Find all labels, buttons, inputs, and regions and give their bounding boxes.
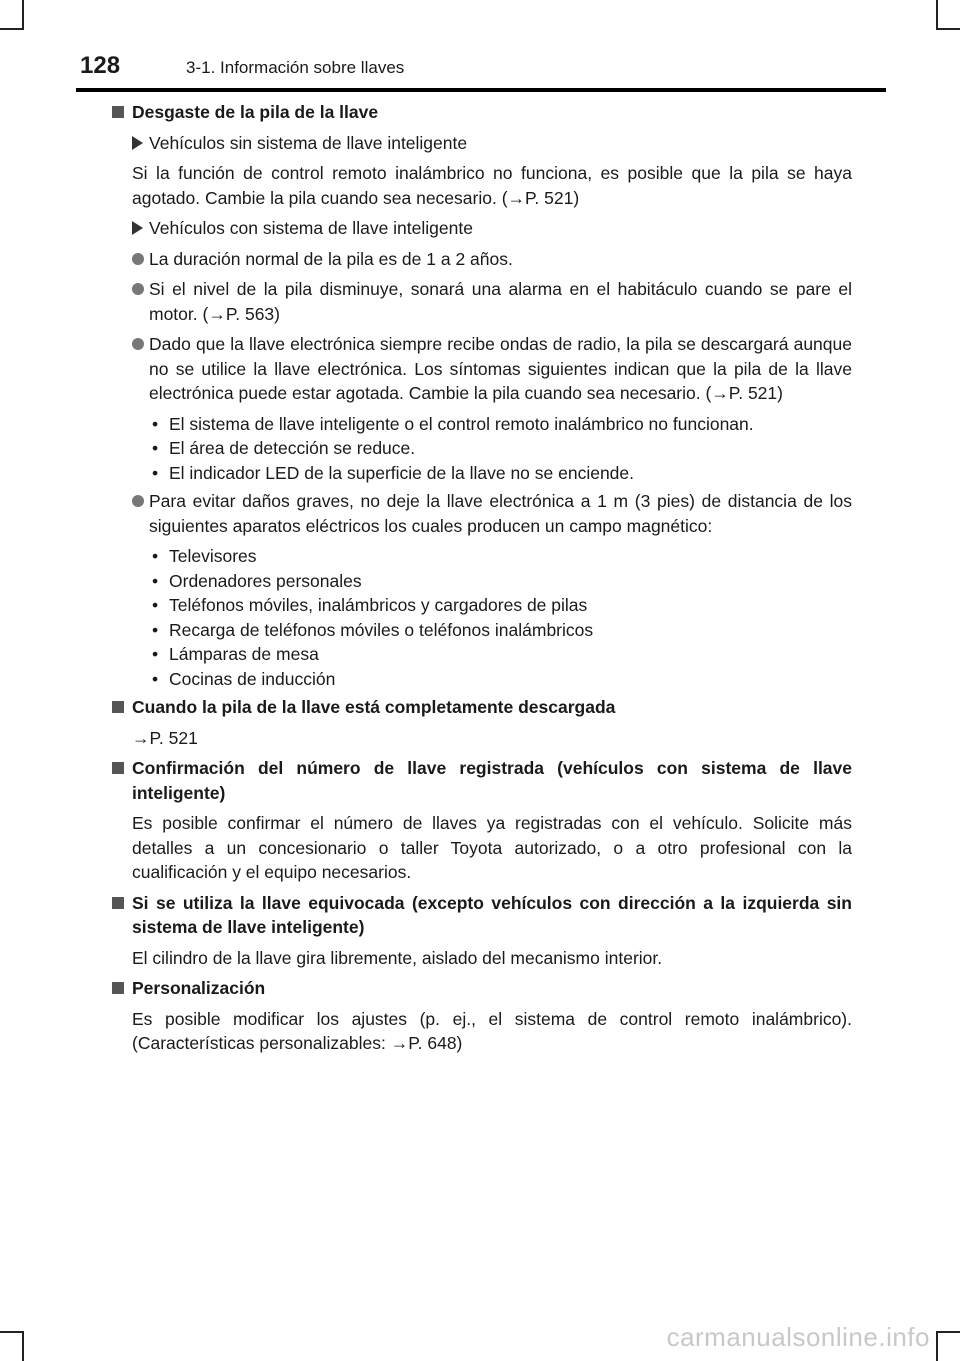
- list-item: Si el nivel de la pila disminuye, sonará una alarma en el habitáculo cuando se pare el motor. (→P. 563): [112, 277, 852, 326]
- list-item: • Recarga de teléfonos móviles o teléfonos inalámbricos: [149, 618, 852, 643]
- list-item: • El indicador LED de la superficie de la llave no se enciende.: [149, 461, 852, 486]
- heading-key-count: Confirmación del número de llave registrada (vehículos con sistema de llave inteligente): [112, 756, 852, 805]
- page-number: 128: [80, 52, 121, 79]
- list-item: • Lámparas de mesa: [149, 642, 852, 667]
- square-bullet-icon: [112, 106, 124, 118]
- circle-bullet-icon: [132, 283, 144, 295]
- page-content: [112, 100, 852, 1062]
- header-rule: [76, 88, 886, 92]
- list-item: • Televisores: [149, 544, 852, 569]
- paragraph: Es posible modificar los ajustes (p. ej., el sistema de control remoto inalámbrico). (Características personalizables: →P. 648): [132, 1008, 852, 1053]
- crop-mark-bl-v: [22, 1331, 24, 1361]
- appliance-list: [112, 544, 852, 691]
- heading-customization: Personalización: [112, 976, 852, 1001]
- crop-mark-tr-v: [936, 0, 938, 30]
- crop-mark-tl-h: [0, 28, 22, 30]
- square-bullet-icon: [112, 982, 124, 994]
- list-item: • Ordenadores personales: [149, 569, 852, 594]
- list-item: • Teléfonos móviles, inalámbricos y cargadores de pilas: [149, 593, 852, 618]
- crop-mark-br-h: [938, 1331, 960, 1333]
- crop-mark-tl-v: [22, 0, 24, 30]
- list-item: • Cocinas de inducción: [149, 667, 852, 692]
- crop-mark-tr-h: [938, 28, 960, 30]
- circle-bullet-icon: [132, 253, 144, 265]
- list-item: Dado que la llave electrónica siempre recibe ondas de radio, la pila se descargará aunque no se utilice la llave electrónica. Los síntomas siguientes indican que la pila de la llave electrónica puede estar agotada. Cambie la pila cuando sea necesario. (→P. 521): [112, 332, 852, 406]
- heading-battery-discharged: Cuando la pila de la llave está completamente descargada: [112, 695, 852, 720]
- subheading-no-smart-key: Vehículos sin sistema de llave inteligente: [112, 131, 852, 156]
- circle-bullet-icon: [132, 338, 144, 350]
- heading-wrong-key: Si se utiliza la llave equivocada (excepto vehículos con dirección a la izquierda sin sistema de llave inteligente): [112, 891, 852, 940]
- triangle-bullet-icon: [132, 136, 143, 150]
- heading-battery-wear: Desgaste de la pila de la llave: [112, 100, 852, 125]
- symptom-list: [112, 412, 852, 486]
- paragraph: Es posible confirmar el número de llaves ya registradas con el vehículo. Solicite más detalles a un concesionario o taller Toyota autorizado, o a otro profesional con la cualificación y el equipo necesarios.: [132, 813, 852, 882]
- section-title: 3-1. Información sobre llaves: [186, 58, 405, 77]
- watermark: carmanualsonline.info: [666, 1322, 930, 1352]
- circle-bullet-icon: [132, 495, 144, 507]
- list-item: Para evitar daños graves, no deje la llave electrónica a 1 m (3 pies) de distancia de los siguientes aparatos eléctricos los cuales producen un campo magnético:: [112, 489, 852, 538]
- crop-mark-br-v: [936, 1331, 938, 1361]
- square-bullet-icon: [112, 762, 124, 774]
- square-bullet-icon: [112, 701, 124, 713]
- list-item: • El sistema de llave inteligente o el control remoto inalámbrico no funcionan.: [149, 412, 852, 437]
- crop-mark-bl-h: [0, 1331, 22, 1333]
- list-item: • El área de detección se reduce.: [149, 436, 852, 461]
- paragraph: Si la función de control remoto inalámbrico no funciona, es posible que la pila se haya agotado. Cambie la pila cuando sea necesario. (→P. 521): [132, 163, 852, 208]
- list-item: La duración normal de la pila es de 1 a 2 años.: [112, 247, 852, 272]
- subheading-smart-key: Vehículos con sistema de llave inteligente: [112, 216, 852, 241]
- page-reference: →P. 521: [132, 727, 198, 748]
- triangle-bullet-icon: [132, 221, 143, 235]
- square-bullet-icon: [112, 897, 124, 909]
- paragraph: El cilindro de la llave gira libremente, aislado del mecanismo interior.: [132, 947, 663, 968]
- page-header: [76, 50, 886, 90]
